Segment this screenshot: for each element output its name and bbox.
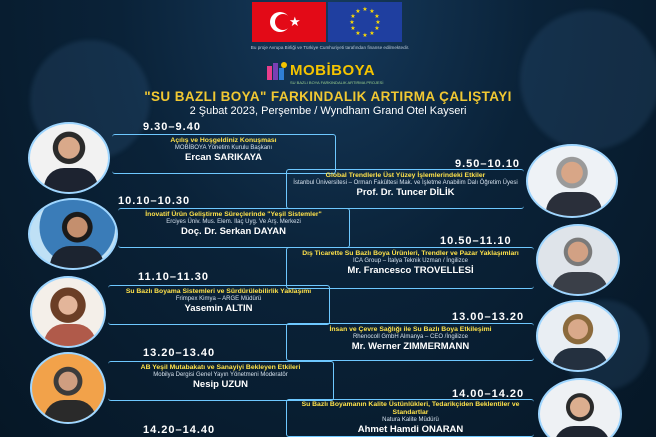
session-time: 11.10–11.30 [138,271,209,283]
logo-text: MOBİBOYA [290,62,376,79]
svg-text:★: ★ [374,13,380,20]
speaker-name: Ercan SARIKAYA [185,152,262,164]
speaker-photo [28,122,110,194]
session-description: ICA Group – İtalya Teknik Uzman / İngilizce [353,258,468,264]
speaker-photo [536,224,620,296]
session-card [286,169,524,209]
speaker-photo [30,352,106,424]
svg-text:★: ★ [375,19,381,26]
session-time: 13.20–13.40 [143,347,216,359]
funding-note: Bu proje Avrupa Birliği ve Türkiye Cumhuriyeti tarafından finanse edilmektedir. [250,45,410,50]
svg-text:★: ★ [362,32,368,39]
eu-flag-icon [328,2,402,42]
session-title: AB Yeşil Mutabakatı ve Sanayiyi Bekleyen Etkileri [140,364,301,371]
svg-text:★: ★ [355,8,361,15]
speaker-name: Prof. Dr. Tuncer DİLİK [356,187,455,199]
session-description: MOBİBOYA Yönetim Kurulu Başkanı [174,145,273,151]
session-description: Natura Kalite Müdürü [382,417,439,423]
speaker-photo [28,198,118,270]
session-card [108,361,334,401]
speaker-photo [536,300,620,372]
session-time: 10.50–11.10 [440,235,512,247]
speaker-name: Ahmet Hamdi ONARAN [357,424,464,436]
svg-text:★: ★ [369,8,375,15]
session-card [286,247,534,289]
svg-text:★: ★ [369,30,375,37]
session-card [112,134,336,174]
event-subtitle: 2 Şubat 2023, Perşembe / Wyndham Grand Otel Kayseri [189,105,467,117]
session-description: Rhenocoll GmbH Almanya – CEO /İngilizce [352,334,469,340]
session-title: İnsan ve Çevre Sağlığı ile Su Bazlı Boya Etkileşimi [329,326,492,333]
svg-text:★: ★ [349,19,355,26]
session-description: Mobilya Dergisi Genel Yayın Yönetmeni Moderatör [153,372,288,378]
logo-subtext: SU BAZLI BOYA FARKINDALIK ARTIRMA PROJESİ [290,80,384,85]
session-time: 14.00–14.20 [452,388,525,400]
background-glow [520,10,656,150]
session-title: Açılış ve Hoşgeldiniz Konuşması [170,137,277,144]
logo-mark-icon [266,60,288,82]
svg-text:★: ★ [362,6,368,13]
svg-text:★: ★ [374,25,380,32]
session-description: Erciyes Üniv. Mus. Elem. Ilaç Uyg. Ve Arş. Merkezi [166,219,301,225]
svg-text:★: ★ [350,13,356,20]
session-title: Global Trendlerle Üst Yüzey İşlemlerindeki Etkiler [325,172,486,179]
session-title: Su Bazlı Boyamanın Kalite Üstünlükleri, Tedarikçiden Beklentiler ve Standartlar [301,401,520,416]
speaker-photo [526,144,618,218]
session-time: 9.50–10.10 [455,158,521,170]
speaker-name: Yasemin ALTIN [184,303,253,315]
session-time: 10.10–10.30 [118,195,191,207]
session-card [108,285,330,325]
session-description: İstanbul Üniversitesi – Orman Fakültesi Mak. ve İşletme Anabilim Dalı Öğretim Üyesi [293,180,518,186]
session-card [286,323,534,361]
speaker-name: Nesip UZUN [193,379,248,391]
session-title: İnovatif Ürün Geliştirme Süreçlerinde "Yeşil Sistemler" [145,211,322,218]
mobiboya-logo [266,60,396,86]
svg-text:★: ★ [350,25,356,32]
session-title: Su Bazlı Boyama Sistemleri ve Sürdürülebilirlik Yaklaşımı [125,288,312,295]
session-card [286,399,534,437]
session-time: 13.00–13.20 [452,311,525,323]
session-time: 9.30–9.40 [143,121,201,133]
speaker-name: Mr. Werner ZIMMERMANN [351,341,470,353]
speaker-photo [30,276,106,348]
session-description: Frimpex Kimya – ARGE Müdürü [175,296,262,302]
session-title: Dış Ticarette Su Bazlı Boya Ürünleri, Trendler ve Pazar Yaklaşımları [302,250,519,257]
speaker-name: Doç. Dr. Serkan DAYAN [181,226,286,238]
session-time: 14.20–14.40 [143,424,216,436]
turkish-flag-icon: ★ [252,2,326,42]
svg-text:★: ★ [355,30,361,37]
session-card [118,208,350,248]
speaker-name: Mr. Francesco TROVELLESİ [347,265,474,277]
event-title: "SU BAZLI BOYA" FARKINDALIK ARTIRMA ÇALIŞTAYI [144,89,512,104]
